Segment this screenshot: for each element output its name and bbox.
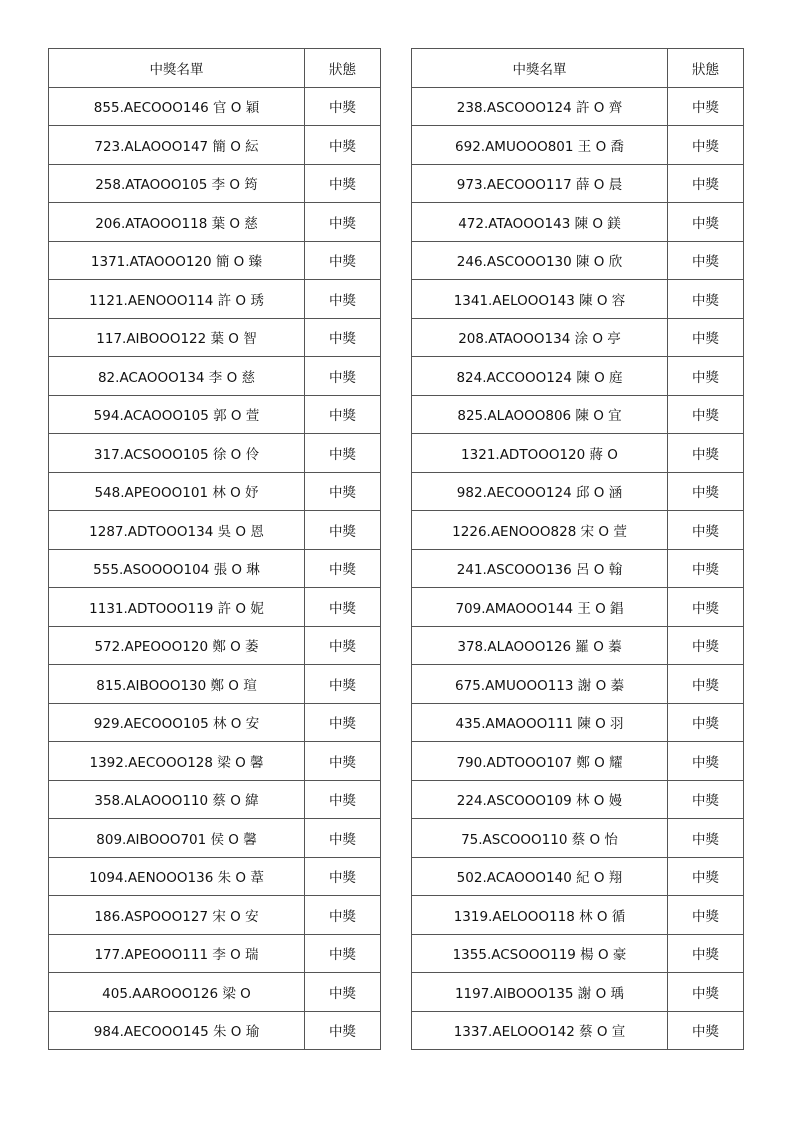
table-row [49,742,381,781]
winner-name-cell: 1321.ADTOOO120 蔣 O [412,434,668,473]
status-cell: 中獎 [305,626,381,665]
winner-name-cell: 1371.ATAOOO120 簡 O 臻 [49,241,305,280]
status-cell: 中獎 [305,280,381,319]
winner-name-cell: 825.ALAOOO806 陳 O 宜 [412,395,668,434]
winner-name-cell: 1094.AENOOO136 朱 O 葦 [49,857,305,896]
table-row [412,896,744,935]
status-cell: 中獎 [305,703,381,742]
table-row [49,1011,381,1050]
table-row [412,434,744,473]
winner-name-cell: 472.ATAOOO143 陳 O 鎂 [412,203,668,242]
winner-name-cell: 723.ALAOOO147 簡 O 紜 [49,126,305,165]
winner-name-cell: 815.AIBOOO130 鄭 O 瑄 [49,665,305,704]
winner-name-cell: 405.AAROOO126 梁 O [49,973,305,1012]
status-cell: 中獎 [668,819,744,858]
winner-name-cell: 973.AECOOO117 薛 O 晨 [412,164,668,203]
status-cell: 中獎 [668,280,744,319]
winner-name-cell: 206.ATAOOO118 葉 O 慈 [49,203,305,242]
status-cell: 中獎 [305,318,381,357]
winner-name-cell: 1287.ADTOOO134 吳 O 恩 [49,511,305,550]
winner-name-cell: 186.ASPOOO127 宋 O 安 [49,896,305,935]
status-cell: 中獎 [668,318,744,357]
table-row [412,395,744,434]
winner-table-left [48,48,381,1050]
winner-name-cell: 117.AIBOOO122 葉 O 智 [49,318,305,357]
table-row [412,549,744,588]
status-cell: 中獎 [305,588,381,627]
status-cell: 中獎 [668,857,744,896]
status-cell: 中獎 [305,665,381,704]
status-cell: 中獎 [305,126,381,165]
table-row [412,87,744,126]
status-cell: 中獎 [305,203,381,242]
status-cell: 中獎 [668,1011,744,1050]
winner-name-cell: 502.ACAOOO140 紀 O 翔 [412,857,668,896]
table-row [49,819,381,858]
table-row [49,87,381,126]
winner-name-cell: 675.AMUOOO113 謝 O 蓁 [412,665,668,704]
table-row [49,241,381,280]
winner-name-cell: 317.ACSOOO105 徐 O 伶 [49,434,305,473]
winner-name-cell: 1355.ACSOOO119 楊 O 豪 [412,934,668,973]
table-row [412,241,744,280]
table-row [412,472,744,511]
status-cell: 中獎 [668,665,744,704]
table-row [49,164,381,203]
status-cell: 中獎 [305,357,381,396]
name-column-header: 中獎名單 [49,49,305,88]
status-cell: 中獎 [668,164,744,203]
status-cell: 中獎 [668,934,744,973]
status-cell: 中獎 [668,742,744,781]
table-row [412,973,744,1012]
winner-name-cell: 1131.ADTOOO119 許 O 妮 [49,588,305,627]
name-column-header: 中獎名單 [412,49,668,88]
status-cell: 中獎 [668,780,744,819]
winner-name-cell: 435.AMAOOO111 陳 O 羽 [412,703,668,742]
winner-name-cell: 809.AIBOOO701 侯 O 馨 [49,819,305,858]
status-cell: 中獎 [305,819,381,858]
table-row [49,511,381,550]
table-row [412,357,744,396]
status-cell: 中獎 [305,934,381,973]
table-row [412,665,744,704]
table-row [49,588,381,627]
status-cell: 中獎 [668,626,744,665]
table-row [49,203,381,242]
table-row [49,973,381,1012]
status-cell: 中獎 [305,472,381,511]
status-cell: 中獎 [668,588,744,627]
table-row [412,318,744,357]
table-row [49,896,381,935]
winner-name-cell: 241.ASCOOO136 呂 O 翰 [412,549,668,588]
table-row [49,126,381,165]
winner-table-right [411,48,744,1050]
status-cell: 中獎 [305,395,381,434]
table-row [412,780,744,819]
table-row [412,819,744,858]
winner-name-cell: 82.ACAOOO134 李 O 慈 [49,357,305,396]
table-row [412,626,744,665]
table-row [49,857,381,896]
table-row [412,280,744,319]
status-cell: 中獎 [305,511,381,550]
table-row [49,665,381,704]
table-row [412,203,744,242]
status-cell: 中獎 [668,973,744,1012]
status-cell: 中獎 [305,164,381,203]
status-cell: 中獎 [668,511,744,550]
status-cell: 中獎 [305,857,381,896]
table-row [49,357,381,396]
table-row [412,126,744,165]
winner-name-cell: 984.AECOOO145 朱 O 瑜 [49,1011,305,1050]
winner-name-cell: 238.ASCOOO124 許 O 齊 [412,87,668,126]
winner-name-cell: 982.AECOOO124 邱 O 涵 [412,472,668,511]
winner-name-cell: 1226.AENOOO828 宋 O 萱 [412,511,668,550]
status-cell: 中獎 [305,780,381,819]
status-cell: 中獎 [668,241,744,280]
winner-name-cell: 246.ASCOOO130 陳 O 欣 [412,241,668,280]
table-row [49,395,381,434]
winner-name-cell: 1341.AELOOO143 陳 O 容 [412,280,668,319]
table-row [412,588,744,627]
table-row [412,934,744,973]
status-cell: 中獎 [305,434,381,473]
status-column-header: 狀態 [668,49,744,88]
winner-name-cell: 1121.AENOOO114 許 O 琇 [49,280,305,319]
status-cell: 中獎 [668,203,744,242]
status-cell: 中獎 [668,126,744,165]
winner-name-cell: 1392.AECOOO128 梁 O 馨 [49,742,305,781]
winner-name-cell: 1197.AIBOOO135 謝 O 瑀 [412,973,668,1012]
winner-name-cell: 177.APEOOO111 李 O 瑞 [49,934,305,973]
table-row [412,703,744,742]
header-row [412,49,744,88]
status-cell: 中獎 [668,703,744,742]
winner-name-cell: 709.AMAOOO144 王 O 錩 [412,588,668,627]
winner-name-cell: 855.AECOOO146 官 O 穎 [49,87,305,126]
table-row [412,857,744,896]
table-row [49,472,381,511]
table-row [49,549,381,588]
winner-name-cell: 1319.AELOOO118 林 O 循 [412,896,668,935]
status-cell: 中獎 [305,742,381,781]
table-row [49,280,381,319]
winner-name-cell: 790.ADTOOO107 鄭 O 耀 [412,742,668,781]
status-cell: 中獎 [305,549,381,588]
status-cell: 中獎 [305,896,381,935]
status-cell: 中獎 [305,87,381,126]
status-cell: 中獎 [668,395,744,434]
table-row [412,1011,744,1050]
winner-name-cell: 224.ASCOOO109 林 O 嫚 [412,780,668,819]
table-row [49,318,381,357]
table-row [49,703,381,742]
winner-name-cell: 548.APEOOO101 林 O 妤 [49,472,305,511]
status-cell: 中獎 [668,87,744,126]
status-column-header: 狀態 [305,49,381,88]
table-row [49,434,381,473]
table-row [412,742,744,781]
winner-name-cell: 929.AECOOO105 林 O 安 [49,703,305,742]
winner-name-cell: 75.ASCOOO110 蔡 O 怡 [412,819,668,858]
winner-name-cell: 378.ALAOOO126 羅 O 蓁 [412,626,668,665]
winner-name-cell: 824.ACCOOO124 陳 O 庭 [412,357,668,396]
table-row [49,934,381,973]
status-cell: 中獎 [305,973,381,1012]
table-row [412,511,744,550]
winner-name-cell: 555.ASOOOO104 張 O 琳 [49,549,305,588]
table-row [412,164,744,203]
table-row [49,626,381,665]
winner-name-cell: 208.ATAOOO134 涂 O 亭 [412,318,668,357]
table-row [49,780,381,819]
status-cell: 中獎 [305,241,381,280]
status-cell: 中獎 [668,472,744,511]
winner-name-cell: 258.ATAOOO105 李 O 筠 [49,164,305,203]
status-cell: 中獎 [305,1011,381,1050]
status-cell: 中獎 [668,357,744,396]
status-cell: 中獎 [668,896,744,935]
header-row [49,49,381,88]
winner-name-cell: 1337.AELOOO142 蔡 O 宣 [412,1011,668,1050]
winner-name-cell: 572.APEOOO120 鄭 O 萎 [49,626,305,665]
winner-name-cell: 358.ALAOOO110 蔡 O 緯 [49,780,305,819]
winner-name-cell: 692.AMUOOO801 王 O 喬 [412,126,668,165]
status-cell: 中獎 [668,434,744,473]
status-cell: 中獎 [668,549,744,588]
winner-name-cell: 594.ACAOOO105 郭 O 萱 [49,395,305,434]
